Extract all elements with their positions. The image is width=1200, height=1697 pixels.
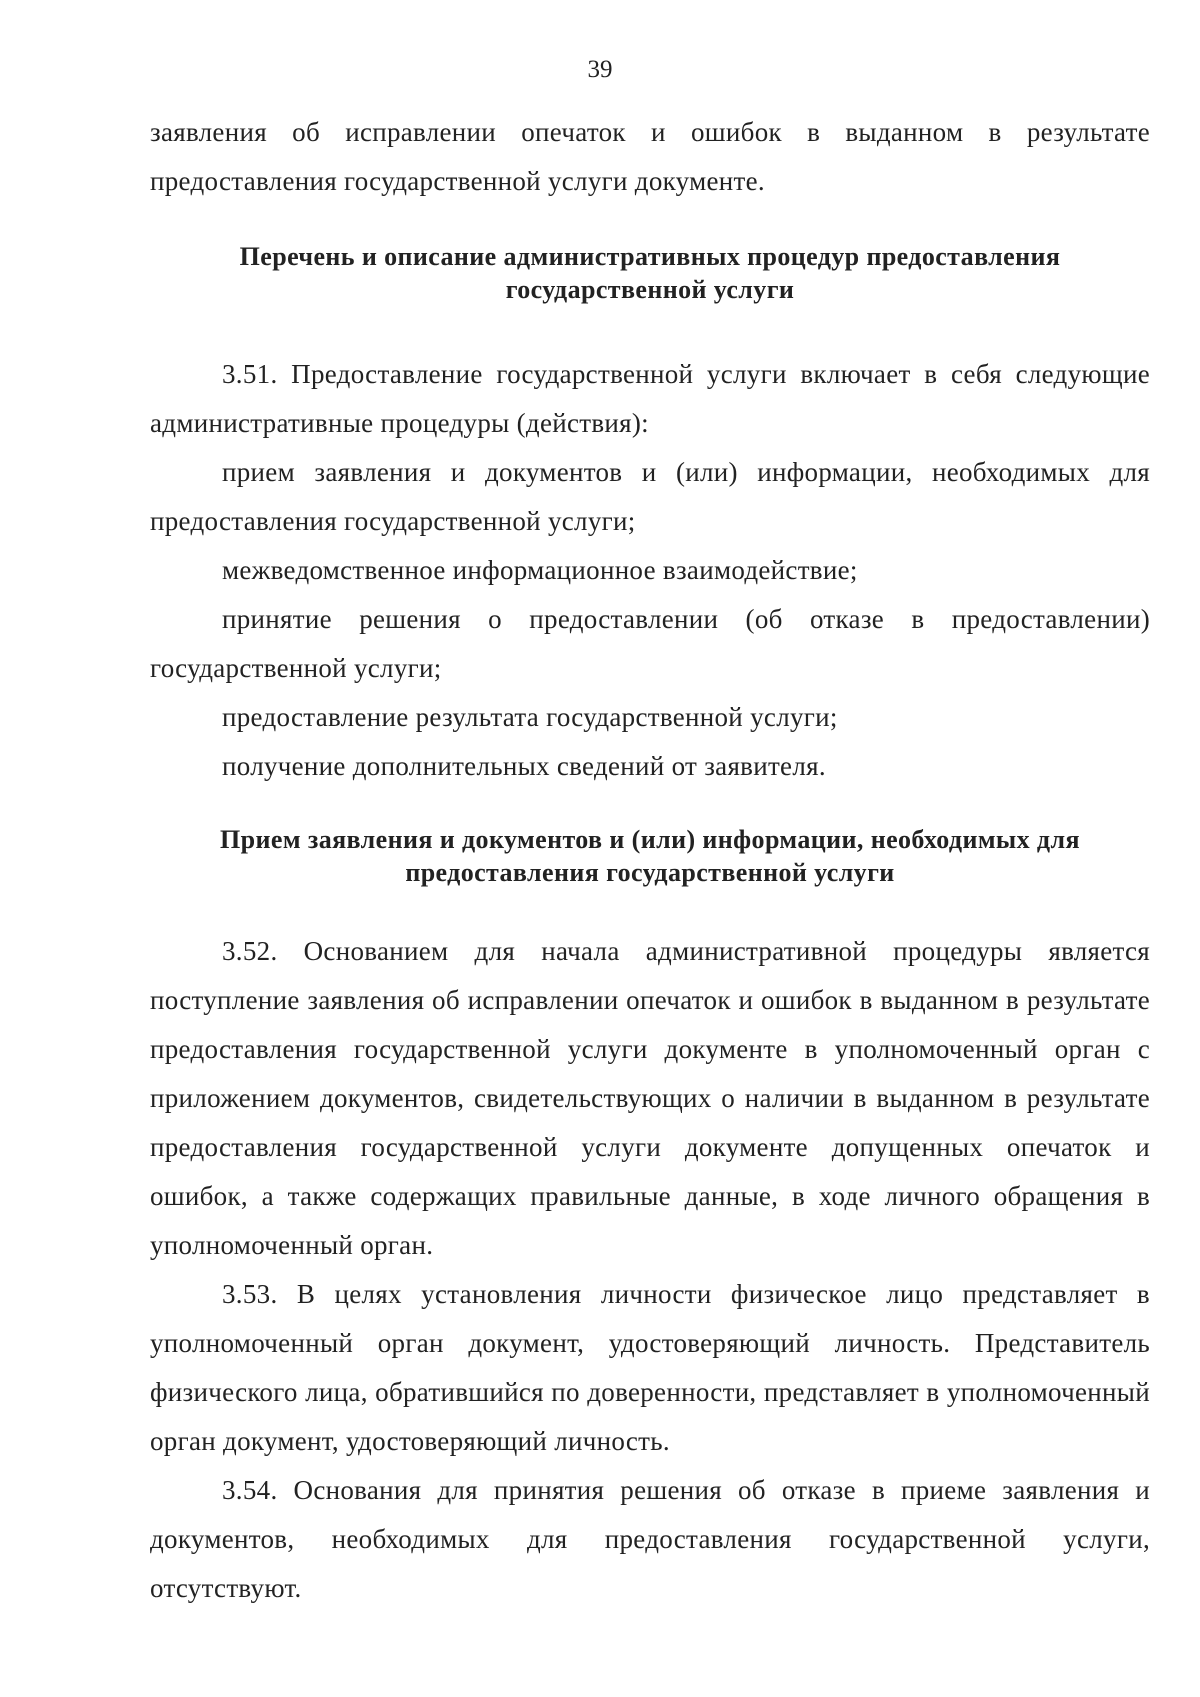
document-body [150,108,1150,1613]
section-heading-application-intake: Прием заявления и документов и (или) информации, необходимых для предоставления государственной услуги [220,825,1080,887]
list-item: предоставление результата государственной услуги; [222,702,838,732]
paragraph: заявления об исправлении опечаток и ошибок в выданном в результате предоставления государственной услуги документе. [150,117,1150,196]
paragraph: 3.54. Основания для принятия решения об отказе в приеме заявления и документов, необходимых для предоставления государственной услуги, отсутствуют. [150,1475,1150,1603]
list-item: прием заявления и документов и (или) информации, необходимых для предоставления государственной услуги; [150,457,1150,536]
list-item: получение дополнительных сведений от заявителя. [222,751,826,781]
paragraph: 3.53. В целях установления личности физическое лицо представляет в уполномоченный орган документ, удостоверяющий личность. Представитель физического лица, обратившийся по доверенности, представляет в уполномоченный орган документ, удостоверяющий личность. [150,1279,1150,1456]
paragraphs-top [150,108,1150,206]
section-heading-procedures: Перечень и описание административных процедур предоставления государственной услуги [239,242,1061,304]
paragraph: 3.51. Предоставление государственной услуги включает в себя следующие административные процедуры (действия): [150,359,1150,438]
page-number: 39 [587,56,613,83]
list-item: принятие решения о предоставлении (об отказе в предоставлении) государственной услуги; [150,604,1150,683]
paragraphs-bottom [150,927,1150,1613]
paragraphs-mid [150,350,1150,791]
paragraph: 3.52. Основанием для начала административной процедуры является поступление заявления об исправлении опечаток и ошибок в выданном в результате предоставления государственной услуги документе в уполномоченный орган с приложением документов, свидетельствующих о наличии в выданном в результате предоставления государственной услуги документе допущенных опечаток и ошибок, а также содержащих правильные данные, в ходе личного обращения в уполномоченный орган. [150,936,1150,1260]
list-item: межведомственное информационное взаимодействие; [222,555,858,585]
